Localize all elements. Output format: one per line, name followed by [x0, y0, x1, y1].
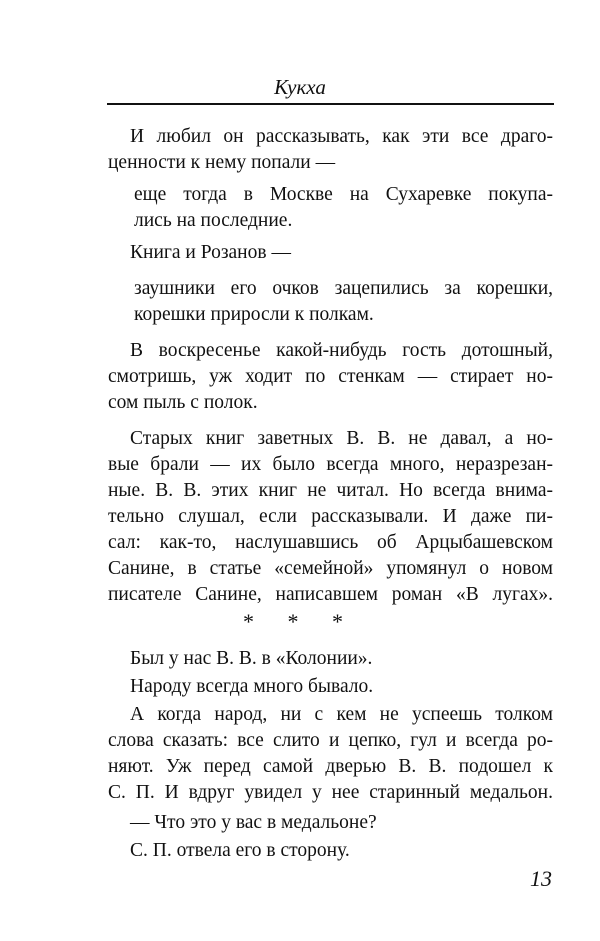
text-line: заушники его очков зацепились за корешки, [134, 278, 553, 299]
page-number: 13 [530, 866, 552, 891]
running-header: Кукха [274, 75, 326, 99]
text-line: вые брали — их было всегда много, неразрезан- [108, 454, 553, 475]
text-line: Был у нас В. В. в «Колонии». [130, 648, 373, 669]
text-line: ные. В. В. этих книг не читал. Но всегда внима- [108, 480, 553, 501]
text-line: Старых книг заветных В. В. не давал, а но- [130, 428, 554, 449]
text-line: ценности к нему попали — [108, 152, 336, 173]
text-line: А когда народ, ни с кем не успеешь толком [130, 704, 553, 725]
text-line: С. П. И вдруг увидел у нее старинный медальон. [108, 782, 553, 803]
text-line: Народу всегда много бывало. [130, 676, 374, 697]
text-line: слова сказать: все слито и цепко, гул и всегда ро- [108, 730, 553, 751]
text-line: Книга и Розанов — [130, 242, 291, 263]
text-line: сал: как-то, наслушавшись об Арцыбашевском [108, 532, 553, 553]
text-line: писателе Санине, написавшем роман «В лугах». [108, 584, 553, 605]
text-line: сом пыль с полок. [108, 392, 258, 413]
section-separator: * * * [243, 609, 357, 634]
text-line: лись на последние. [134, 210, 293, 231]
text-line: еще тогда в Москве на Сухаревке покупа- [134, 184, 553, 205]
text-line: В воскресенье какой-нибудь гость дотошный, [130, 340, 553, 361]
header-rule [107, 103, 554, 105]
text-line: тельно слушал, если рассказывали. И даже пи- [108, 506, 553, 527]
text-line: няют. Уж перед самой дверью В. В. подошел к [108, 756, 553, 777]
text-line: С. П. отвела его в сторону. [130, 840, 350, 861]
text-line: Санине, в статье «семейной» упомянул о новом [108, 558, 553, 579]
text-line: И любил он рассказывать, как эти все драго- [130, 126, 553, 147]
text-line: — Что это у вас в медальоне? [130, 812, 377, 833]
text-line: корешки приросли к полкам. [134, 304, 374, 325]
text-line: смотришь, уж ходит по стенкам — стирает но- [108, 366, 553, 387]
